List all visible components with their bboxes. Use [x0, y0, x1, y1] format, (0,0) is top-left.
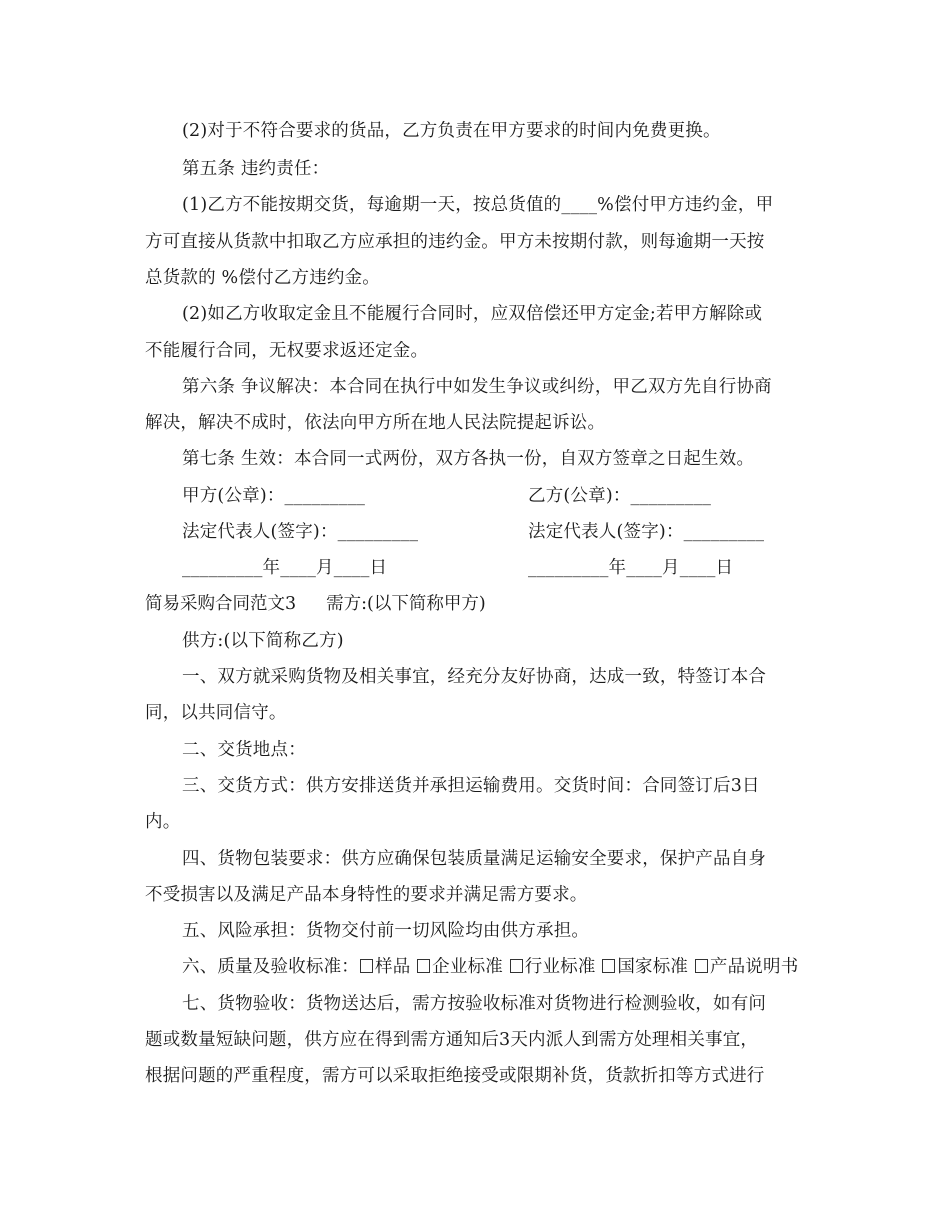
- checkbox-icon: [360, 959, 373, 973]
- article-7-line: 第七条 生效：本合同一式两份，双方各执一份，自双方签章之日起生效。: [182, 449, 755, 469]
- party-b-date: _________年____月____日: [528, 558, 734, 578]
- party-a-representative: 法定代表人(签字)：_________: [182, 522, 419, 542]
- item-7-line-3: 根据问题的严重程度，需方可以采取拒绝接受或限期补货，货款折扣等方式进行: [145, 1066, 765, 1086]
- item-4-line-1: 四、货物包装要求：供方应确保包装质量满足运输安全要求，保护产品自身: [182, 849, 767, 869]
- item-5-line: 五、风险承担：货物交付前一切风险均由供方承担。: [182, 921, 590, 941]
- clause-5-item-2: (2)对于不符合要求的货品，乙方负责在甲方要求的时间内免费更换。: [182, 121, 721, 141]
- option-enterprise-standard: 企业标准: [432, 957, 503, 977]
- article-6-line-1: 第六条 争议解决：本合同在执行中如发生争议或纠纷，甲乙双方先自行协商: [182, 377, 772, 397]
- quality-prefix: 六、质量及验收标准：: [182, 957, 359, 977]
- deposit-line-1: (2)如乙方收取定金且不能履行合同时，应双倍偿还甲方定金;若甲方解除或: [182, 304, 763, 324]
- party-b-representative: 法定代表人(签字)：_________: [528, 522, 765, 542]
- section-3-heading: [145, 592, 486, 616]
- section-3-buyer: 需方:(以下简称甲方): [326, 594, 486, 614]
- checkbox-icon: [417, 959, 430, 973]
- item-3-line-2: 内。: [145, 812, 181, 832]
- party-b-seal: 乙方(公章)：_________: [528, 486, 712, 506]
- penalty-line-3: 总货款的 %偿付乙方违约金。: [145, 268, 380, 288]
- party-a-date: _________年____月____日: [182, 558, 388, 578]
- option-national-standard: 国家标准: [617, 957, 689, 977]
- item-6-quality-standards: [182, 955, 798, 979]
- item-2-line: 二、交货地点：: [182, 740, 306, 760]
- item-1-line-2: 同，以共同信守。: [145, 703, 287, 723]
- checkbox-icon: [510, 959, 523, 973]
- item-3-line-1: 三、交货方式：供方安排送货并承担运输费用。交货时间：合同签订后3日: [182, 776, 760, 796]
- penalty-line-1: (1)乙方不能按期交货，每逾期一天，按总货值的____%偿付甲方违约金，甲: [182, 195, 774, 215]
- penalty-line-2: 方可直接从货款中扣取乙方应承担的违约金。甲方未按期付款，则每逾期一天按: [145, 232, 765, 252]
- item-1-line-1: 一、双方就采购货物及相关事宜，经充分友好协商，达成一致，特签订本合: [182, 667, 767, 687]
- deposit-line-2: 不能履行合同，无权要求返还定金。: [145, 341, 429, 361]
- party-a-seal: 甲方(公章)：_________: [182, 486, 366, 506]
- checkbox-icon: [602, 959, 615, 973]
- item-4-line-2: 不受损害以及满足产品本身特性的要求并满足需方要求。: [145, 885, 588, 905]
- option-sample: 样品: [375, 957, 411, 977]
- checkbox-icon: [695, 959, 708, 973]
- item-7-line-1: 七、货物验收：货物送达后，需方按验收标准对货物进行检测验收，如有问: [182, 994, 767, 1014]
- item-7-line-2: 题或数量短缺问题，供方应在得到需方通知后3天内派人到需方处理相关事宜，: [145, 1030, 759, 1050]
- option-industry-standard: 行业标准: [524, 957, 596, 977]
- supplier-line: 供方:(以下简称乙方): [182, 631, 344, 651]
- section-3-title: 简易采购合同范文3: [145, 594, 297, 614]
- option-product-manual: 产品说明书: [709, 957, 799, 977]
- article-6-line-2: 解决，解决不成时，依法向甲方所在地人民法院提起诉讼。: [145, 413, 606, 433]
- article-5-heading: 第五条 违约责任：: [182, 159, 330, 179]
